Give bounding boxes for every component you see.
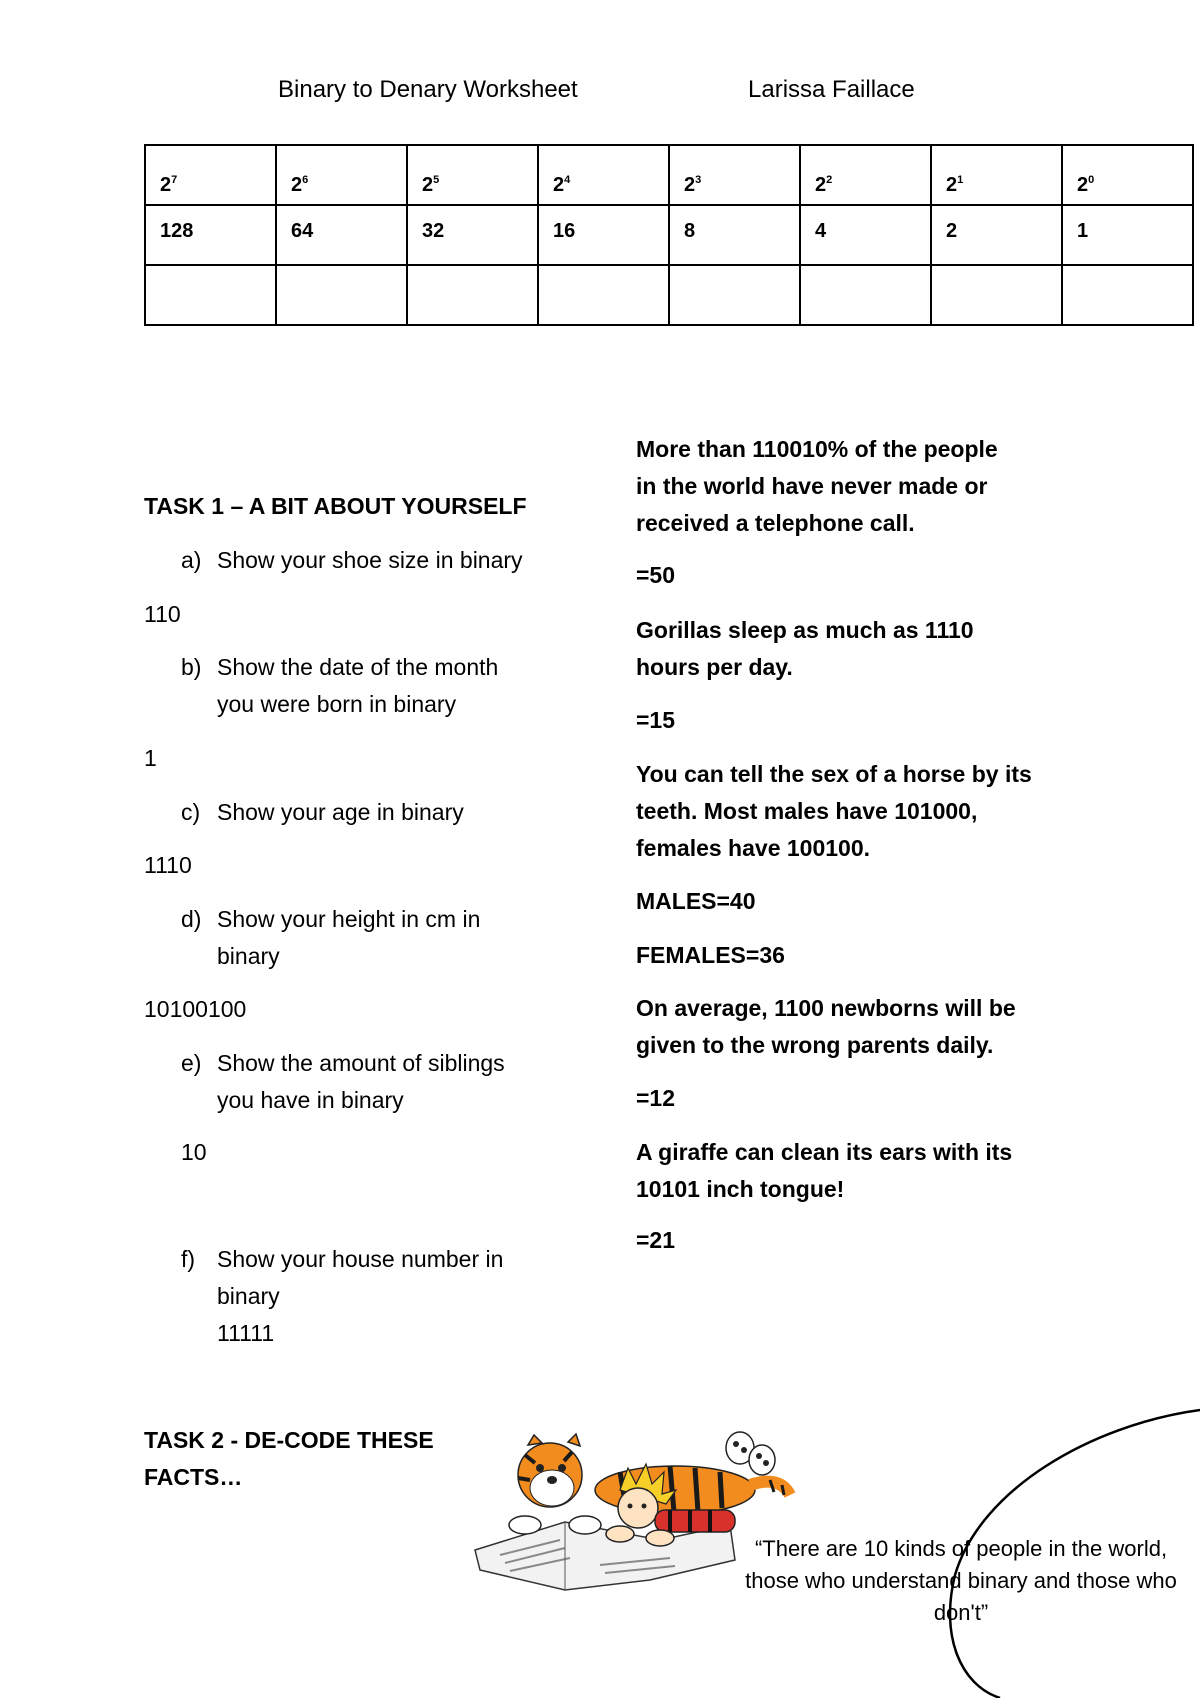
fact-3-answer-females: FEMALES=36 — [636, 942, 785, 968]
fact-3: You can tell the sex of a horse by its teeth. Most males have 101000, females have 100100. — [636, 761, 1032, 861]
question-c: c) Show your age in binary — [181, 799, 464, 825]
table-cell: 64 — [276, 205, 407, 265]
value-row — [145, 205, 1193, 265]
question-a: a) Show your shoe size in binary — [181, 547, 523, 573]
table-cell: 16 — [538, 205, 669, 265]
task1-title: TASK 1 – A BIT ABOUT YOURSELF — [144, 493, 527, 519]
table-cell: $2^7$ — [145, 145, 276, 205]
table-cell: $2^6$ — [276, 145, 407, 205]
table-cell: $2^3$ — [669, 145, 800, 205]
fact-4-answer: =12 — [636, 1085, 676, 1111]
table-cell: 128 — [145, 205, 276, 265]
task2-title: TASK 2 - DE-CODE THESE FACTS… — [144, 1427, 434, 1490]
question-b: b) Show the date of the month you were born in binary — [181, 654, 499, 717]
fact-2-answer: =15 — [636, 707, 676, 733]
fact-2: Gorillas sleep as much as 1110 hours per day. — [636, 617, 974, 680]
fact-3-answer-males: MALES=40 — [636, 888, 756, 914]
blank-cell[interactable] — [276, 265, 407, 325]
answer-f: 11111 — [217, 1320, 275, 1346]
fact-5-answer: =21 — [636, 1227, 676, 1253]
table-cell: $2^2$ — [800, 145, 931, 205]
table-cell: 2 — [931, 205, 1062, 265]
blank-cell[interactable] — [1062, 265, 1193, 325]
answer-c: 1110 — [144, 852, 192, 878]
table-cell: $2^4$ — [538, 145, 669, 205]
fact-1: More than 110010% of the people in the world have never made or received a telephone call. — [636, 436, 998, 536]
fact-1-answer: =50 — [636, 562, 676, 588]
author-name: Larissa Faillace — [748, 76, 915, 103]
table-cell: $2^5$ — [407, 145, 538, 205]
question-e: e) Show the amount of siblings you have in binary — [181, 1050, 505, 1113]
blank-cell[interactable] — [538, 265, 669, 325]
blank-row — [145, 265, 1193, 325]
question-d: d) Show your height in cm in binary — [181, 906, 481, 969]
place-value-table — [144, 144, 1194, 326]
answer-d: 10100100 — [144, 996, 247, 1022]
blank-cell[interactable] — [407, 265, 538, 325]
answer-a: 110 — [144, 601, 181, 627]
fact-5: A giraffe can clean its ears with its 10101 inch tongue! — [636, 1139, 1013, 1202]
blank-cell[interactable] — [145, 265, 276, 325]
worksheet-title: Binary to Denary Worksheet — [278, 76, 578, 103]
question-f: f) Show your house number in binary 11111 — [181, 1241, 503, 1352]
answer-b: 1 — [144, 745, 157, 771]
blank-cell[interactable] — [669, 265, 800, 325]
answer-e: 10 — [181, 1139, 207, 1165]
table-cell: 32 — [407, 205, 538, 265]
table-cell: 4 — [800, 205, 931, 265]
table-cell: 1 — [1062, 205, 1193, 265]
table-cell: $2^0$ — [1062, 145, 1193, 205]
fact-4: On average, 1100 newborns will be given to the wrong parents daily. — [636, 995, 1016, 1058]
blank-cell[interactable] — [931, 265, 1062, 325]
binary-quote: “There are 10 kinds of people in the world, those who understand binary and those who don't” — [745, 1536, 1177, 1625]
table-cell: $2^1$ — [931, 145, 1062, 205]
table-cell: 8 — [669, 205, 800, 265]
exponent-row — [145, 145, 1193, 205]
blank-cell[interactable] — [800, 265, 931, 325]
